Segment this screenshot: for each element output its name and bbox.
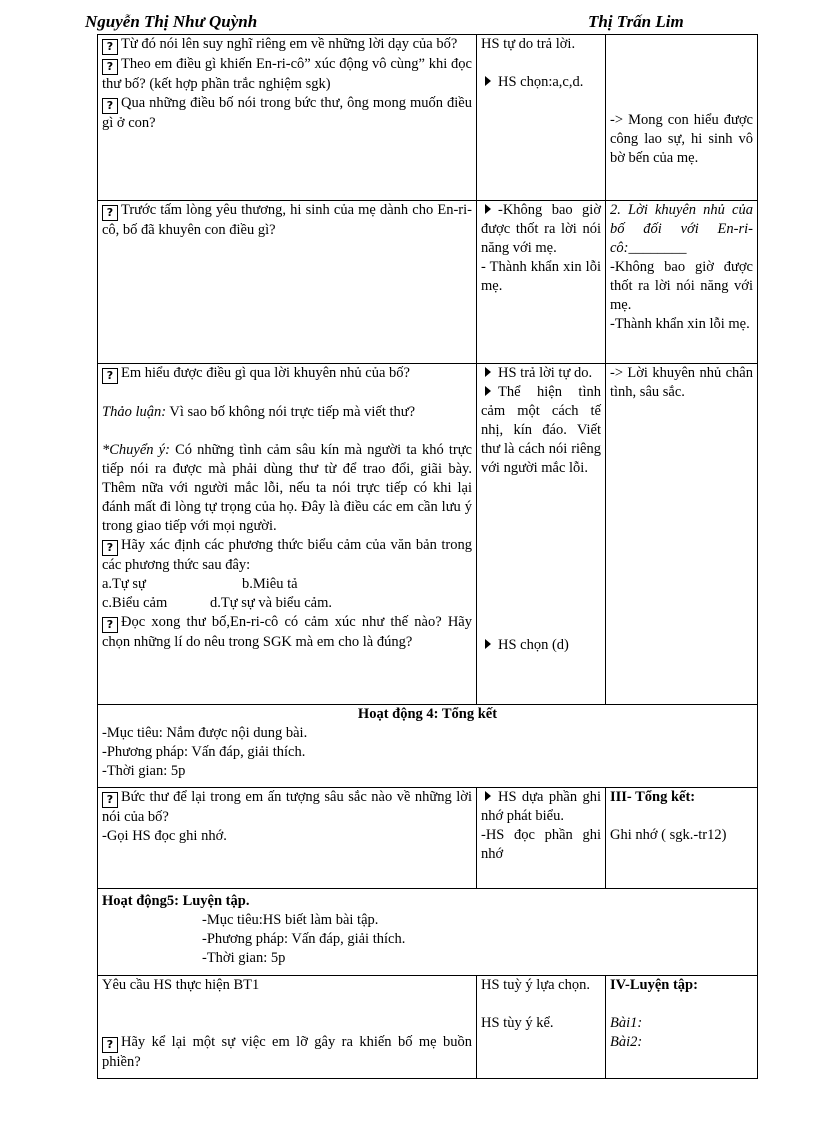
answer-text: -Không bao giờ được thốt ra lời nói năng với mẹ. (481, 202, 601, 256)
question-icon: ? (102, 792, 118, 808)
note-text: Bài1: (610, 1015, 643, 1031)
transition-text: Có những tình cảm sâu kín mà người ta khó trực tiếp nói ra được mà phải dùng thư từ để trao đổi, giãi bày. Thêm nữa với người mắc lỗi, nếu ta nói trực tiếp có khi lại đánh mất đi lòng tự trọng của họ. Đây là điều các em cần lưu ý trong giao tiếp với mọi người. (102, 442, 472, 534)
table-row (98, 201, 758, 364)
option-a: a.Tự sự (102, 576, 146, 592)
question-icon: ? (102, 1037, 118, 1053)
answer-text: HS trả lời tự do. (498, 365, 593, 381)
answer-text: HS tùy ý kể. (481, 1015, 554, 1031)
option-d: d.Tự sự và biểu cảm. (210, 595, 333, 611)
activity-line: -Mục tiêu: Nắm được nội dung bài. (102, 725, 308, 741)
answer-text: HS tự do trả lời. (481, 36, 576, 52)
answer-text: HS dựa phần ghi nhớ phát biểu. (481, 789, 601, 824)
bullet-arrow-icon (485, 204, 491, 214)
note-heading: III- Tổng kết: (610, 789, 696, 805)
table-row (98, 976, 758, 1079)
activity-line: -Phương pháp: Vấn đáp, giải thích. (102, 744, 306, 760)
note-text: -> Lời khuyên nhủ chân tình, sâu sắc. (610, 365, 753, 400)
question-icon: ? (102, 59, 118, 75)
student-cell (477, 35, 606, 201)
discussion-label: Thảo luận: (102, 404, 167, 420)
activity-title: Hoạt động 4: (357, 706, 439, 722)
answer-text: - Thành khẩn xin lỗi mẹ. (481, 259, 601, 294)
notes-cell (606, 364, 758, 705)
notes-cell (606, 976, 758, 1079)
table-row (98, 889, 758, 976)
discussion-text: Vì sao bố không nói trực tiếp mà viết thư? (166, 404, 416, 420)
student-cell (477, 788, 606, 889)
student-cell (477, 976, 606, 1079)
activity-line: -Phương pháp: Vấn đáp, giải thích. (202, 931, 406, 947)
option-b: b.Miêu tả (242, 576, 298, 592)
teacher-cell (98, 364, 477, 705)
activity-line: -Thời gian: 5p (202, 950, 286, 966)
teacher-cell (98, 201, 477, 364)
bullet-arrow-icon (485, 639, 491, 649)
activity-line: -Mục tiêu:HS biết làm bài tập. (202, 912, 379, 928)
note-text: Bài2: (610, 1034, 643, 1050)
question-text: Em hiểu được điều gì qua lời khuyên nhủ của bố? (121, 365, 410, 381)
table-row (98, 364, 758, 705)
question-text: Theo em điều gì khiến En-ri-cô” xúc động vô cùng” khi đọc thư bố? (kết hợp phần trắc nghiệm sgk) (102, 56, 472, 92)
activity-subtitle: Tổng kết (438, 706, 498, 722)
question-icon: ? (102, 98, 118, 114)
note-heading: 2. Lời khuyên nhủ của bố đối với En-ri-cô:________ (610, 202, 753, 256)
notes-cell (606, 788, 758, 889)
instruction-text: Yêu cầu HS thực hiện BT1 (102, 977, 260, 993)
question-text: Bức thư để lại trong em ấn tượng sâu sắc nào về những lời nói của bố? (102, 789, 472, 825)
question-text: Hãy xác định các phương thức biểu cảm của văn bản trong các phương thức sau đây: (102, 537, 472, 573)
teacher-cell (98, 35, 477, 201)
answer-text: Thể hiện tình cảm một cách tế nhị, kín đáo. Viết thư là cách nói riêng với người mắc lỗi. (481, 384, 601, 476)
note-text: Ghi nhớ ( sgk.-tr12) (610, 827, 727, 843)
table-row (98, 705, 758, 788)
lesson-table (97, 34, 758, 1079)
question-icon: ? (102, 368, 118, 384)
answer-text: HS chọn:a,c,d. (498, 74, 584, 90)
question-icon: ? (102, 617, 118, 633)
notes-cell (606, 201, 758, 364)
table-row (98, 788, 758, 889)
author-name: Nguyễn Thị Như Quỳnh (85, 12, 258, 31)
answer-text: -HS đọc phần ghi nhớ (481, 827, 601, 862)
question-text: Đọc xong thư bố,En-ri-cô có cảm xúc như thế nào? Hãy chọn những lí do nêu trong SGK mà em cho là đúng? (102, 614, 472, 650)
note-heading: IV-Luyện tập: (610, 977, 698, 993)
question-text: Trước tấm lòng yêu thương, hi sinh của mẹ dành cho En-ri-cô, bố đã khuyên con điều gì? (102, 202, 472, 238)
activity-line: -Thời gian: 5p (102, 763, 186, 779)
student-cell (477, 201, 606, 364)
question-icon: ? (102, 39, 118, 55)
school-name: Thị Trấn Lim (588, 12, 684, 31)
table-row (98, 35, 758, 201)
question-text: Qua những điều bố nói trong bức thư, ông mong muốn điều gì ở con? (102, 95, 472, 131)
question-text: Hãy kể lại một sự việc em lỡ gây ra khiến bố mẹ buồn phiền? (102, 1034, 472, 1070)
question-icon: ? (102, 540, 118, 556)
instruction-text: -Gọi HS đọc ghi nhớ. (102, 828, 227, 844)
note-text: -> Mong con hiểu được công lao sự, hi sinh vô bờ bến của mẹ. (610, 112, 753, 166)
bullet-arrow-icon (485, 791, 491, 801)
bullet-arrow-icon (485, 76, 491, 86)
teacher-cell (98, 976, 477, 1079)
notes-cell (606, 35, 758, 201)
note-text: -Không bao giờ được thốt ra lời nói năng với mẹ. (610, 259, 753, 313)
bullet-arrow-icon (485, 367, 491, 377)
teacher-cell (98, 788, 477, 889)
option-c: c.Biểu cảm (102, 595, 168, 611)
bullet-arrow-icon (485, 386, 491, 396)
transition-label: *Chuyển ý: (102, 442, 170, 458)
activity-4-cell (98, 705, 758, 788)
question-icon: ? (102, 205, 118, 221)
activity-title: Hoạt động5: Luyện tập. (102, 893, 250, 909)
answer-text: HS tuỳ ý lựa chọn. (481, 977, 590, 993)
question-text: Từ đó nói lên suy nghĩ riêng em về những lời dạy của bố? (121, 36, 458, 52)
answer-text: HS chọn (d) (498, 637, 569, 653)
student-cell (477, 364, 606, 705)
activity-5-cell (98, 889, 758, 976)
note-text: -Thành khẩn xin lỗi mẹ. (610, 316, 750, 332)
